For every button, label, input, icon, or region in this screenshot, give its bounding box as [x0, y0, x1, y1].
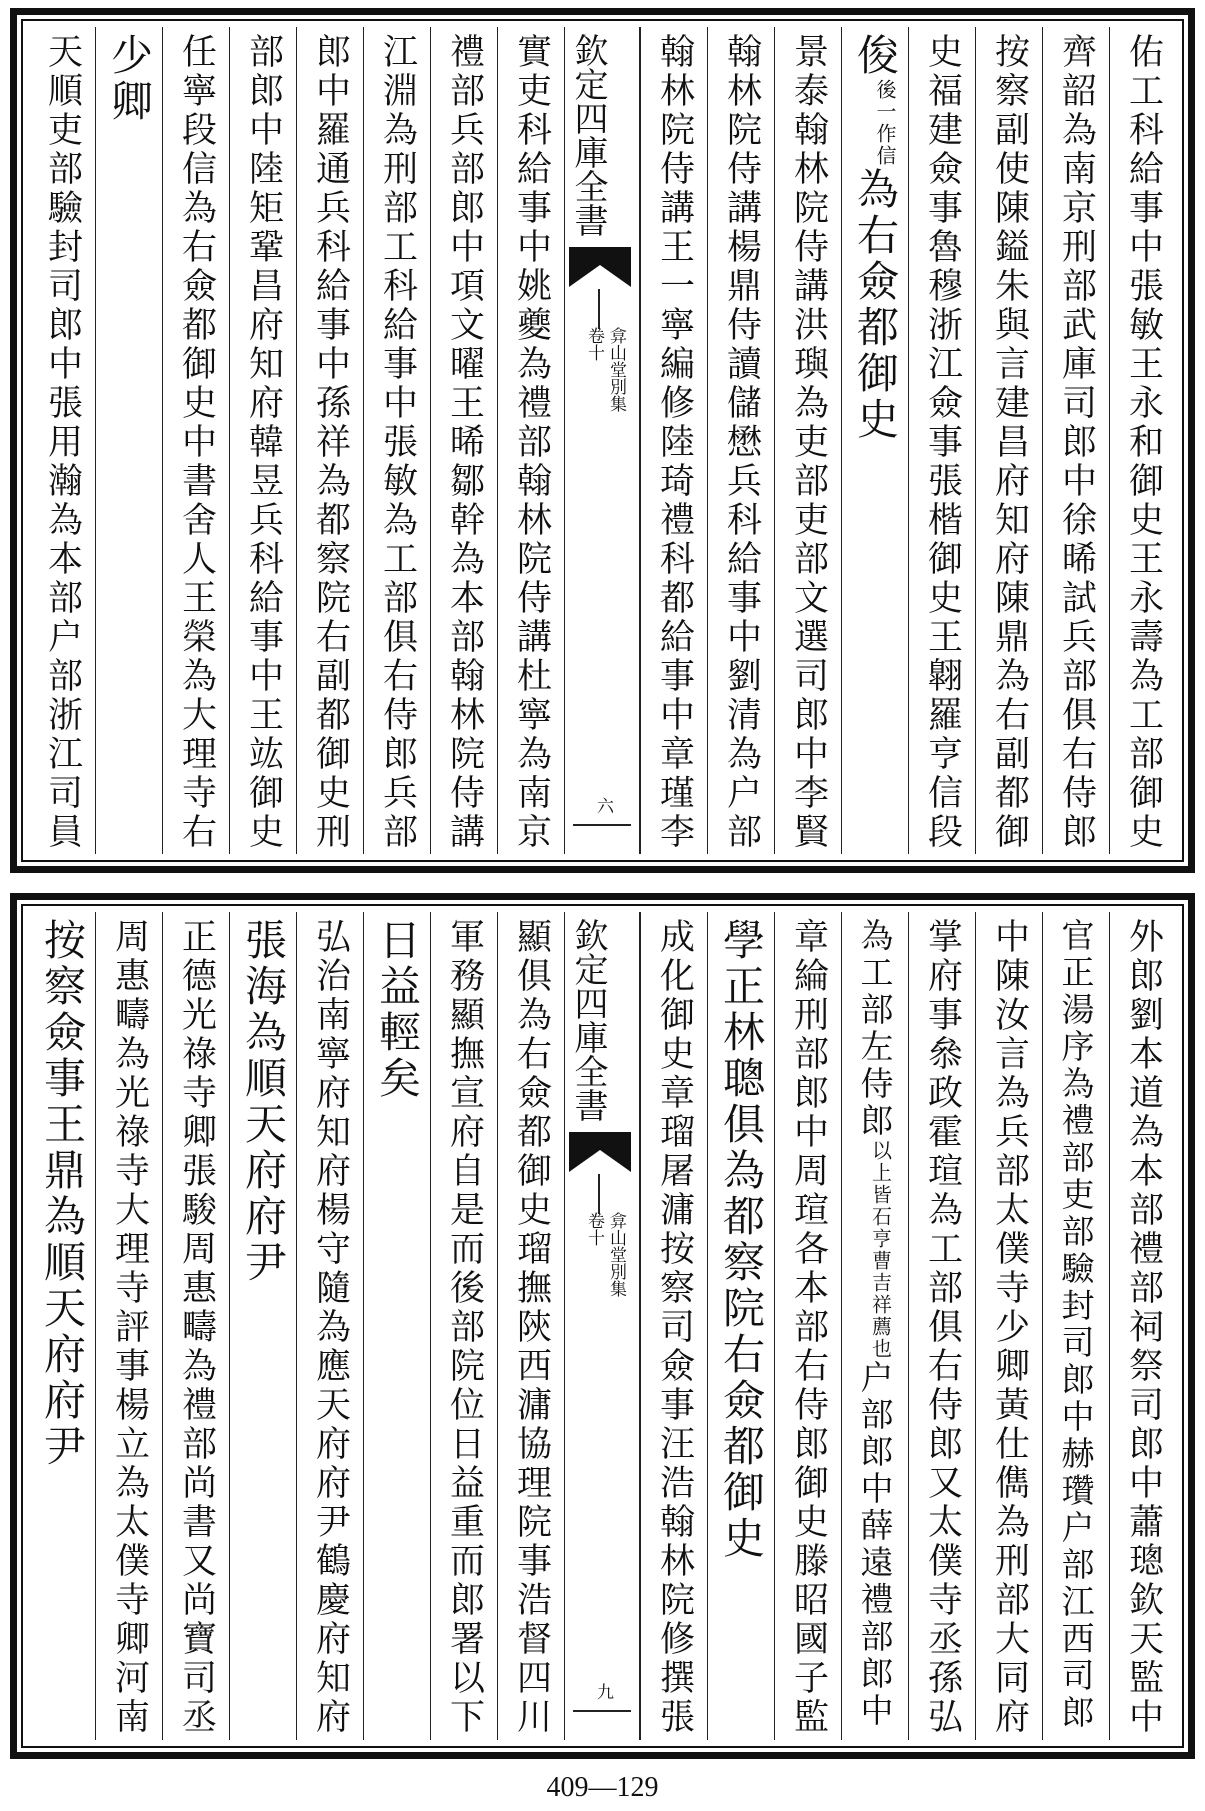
column-text: 禮部兵部郎中項文曜王晞鄒幹為本部翰林院侍講 — [444, 33, 485, 852]
bottom-page-columns — [29, 912, 1176, 1740]
column-text: 實吏科給事中姚夔為禮部翰林院侍講杜寧為南京 — [511, 33, 552, 852]
column-text: 弘治南寧府知府楊守隨為應天府府尹鶴慶府知府 — [310, 918, 351, 1737]
column-text: 少卿 — [105, 33, 154, 125]
column-text: 張海為順天府府尹 — [239, 918, 288, 1286]
column-text: 任寧段信為右僉都御史中書舍人王榮為大理寺右 — [176, 33, 217, 852]
column-text: 中陳汝言為兵部太僕寺少卿黃仕儁為刑部大同府 — [989, 918, 1030, 1737]
column-text: 軍務顯撫宣府自是而後部院位日益重而郎署以下 — [444, 918, 485, 1737]
text-column — [841, 912, 908, 1740]
column-rest-text: 為右僉都御史 — [851, 167, 900, 443]
column-text: 章綸刑部郎中周瑄各本部右侍郎御史滕昭國子監 — [788, 918, 829, 1737]
text-column — [430, 912, 497, 1740]
column-text: 翰林院侍講楊鼎侍讀儲懋兵科給事中劉清為户部 — [721, 33, 762, 852]
column-text — [851, 33, 900, 443]
text-column — [1042, 912, 1109, 1740]
column-text: 齊韶為南京刑部武庫司郎中徐晞試兵部俱右侍郎 — [1056, 33, 1097, 852]
column-text: 成化御史章瑠屠滽按察司僉事汪浩翰林院修撰張 — [654, 918, 695, 1737]
column-text: 外郎劉本道為本部禮部祠祭司郎中蕭璁欽天監中 — [1123, 918, 1164, 1737]
column-text: 部郎中陸矩鞏昌府知府韓昱兵科給事中王竑御史 — [243, 33, 284, 852]
text-column — [363, 912, 430, 1740]
text-column — [162, 912, 229, 1740]
top-page — [10, 8, 1195, 873]
interlinear-note: 曹吉祥薦也 — [868, 1250, 893, 1360]
column-main-text: 俊 — [851, 33, 900, 79]
text-column — [95, 912, 162, 1740]
column-text: 顯俱為右僉都御史瑠撫陝西滽協理院事浩督四川 — [511, 918, 552, 1737]
banxin-center-fold — [564, 912, 640, 1740]
column-text: 翰林院侍講王一寧編修陸琦禮科都給事中章瑾李 — [654, 33, 695, 852]
text-column — [497, 27, 564, 854]
column-text: 周惠疇為光祿寺大理寺評事楊立為太僕寺卿河南 — [109, 918, 150, 1737]
series-title: 弇山堂別集 — [606, 327, 626, 412]
text-column — [229, 27, 296, 854]
interlinear-note: 作信 — [873, 123, 897, 167]
column-text: 掌府事叅政霍瑄為工部俱右侍郎又太僕寺丞孫弘 — [922, 918, 963, 1737]
column-text: 按察僉事王鼎為順天府府尹 — [38, 918, 87, 1470]
text-column — [975, 27, 1042, 854]
text-column — [707, 912, 774, 1740]
column-text: 正德光祿寺卿張駿周惠疇為禮部尚書又尚寶司丞 — [176, 918, 217, 1737]
text-column — [975, 912, 1042, 1740]
column-text: 天順吏部驗封司郎中張用瀚為本部户部浙江司員 — [42, 33, 83, 852]
text-column — [841, 27, 908, 854]
text-column — [95, 27, 162, 854]
series-title: 弇山堂別集 — [606, 1212, 626, 1297]
text-column — [29, 27, 95, 854]
text-column — [162, 27, 229, 854]
juan-number: 卷十 — [584, 327, 604, 361]
column-text: 景泰翰林院侍講洪璵為吏部吏部文選司郎中李賢 — [788, 33, 829, 852]
column-text: 學正林聰俱為都察院右僉都御史 — [717, 918, 766, 1562]
column-text: 日益輕矣 — [373, 918, 422, 1102]
column-text: 官正湯序為禮部吏部驗封司郎中赫瓚户部江西司郎 — [1056, 918, 1096, 1732]
text-column — [707, 27, 774, 854]
text-column — [1109, 912, 1176, 1740]
fish-tail-mark — [569, 1132, 631, 1172]
text-column — [296, 27, 363, 854]
text-column — [29, 912, 95, 1740]
leaf-number: 六 — [593, 797, 613, 814]
text-column — [908, 912, 975, 1740]
text-column — [908, 27, 975, 854]
page-footer-number: 409—129 — [546, 1772, 659, 1803]
text-column — [640, 912, 707, 1740]
text-column — [497, 912, 564, 1740]
text-column — [229, 912, 296, 1740]
text-column — [430, 27, 497, 854]
text-column — [363, 27, 430, 854]
column-text: 史福建僉事魯穆浙江僉事張楷御史王翺羅亨信段 — [922, 33, 963, 852]
column-rest-text: 户部郎中薛遠禮部郎中 — [855, 1360, 895, 1730]
text-column — [1109, 27, 1176, 854]
text-column — [296, 912, 363, 1740]
column-text: 江淵為刑部工科給事中張敏為工部俱右侍郎兵部 — [377, 33, 418, 852]
book-title: 欽定四庫全書 — [568, 918, 608, 1122]
column-text — [855, 918, 895, 1730]
leaf-number: 九 — [593, 1683, 613, 1700]
interlinear-note: 以上皆石亨 — [868, 1140, 893, 1250]
interlinear-note: 後一 — [873, 79, 897, 123]
text-column — [640, 27, 707, 854]
column-main-text: 為工部左侍郎 — [855, 918, 895, 1140]
text-column — [774, 27, 841, 854]
top-page-columns — [29, 27, 1176, 854]
bottom-page — [10, 893, 1195, 1759]
text-column — [1042, 27, 1109, 854]
text-column — [774, 912, 841, 1740]
column-text: 按察副使陳鎰朱與言建昌府知府陳鼎為右副都御 — [989, 33, 1030, 852]
banxin-center-fold — [564, 27, 640, 854]
column-text: 郎中羅通兵科給事中孫祥為都察院右副都御史刑 — [310, 33, 351, 852]
book-title: 欽定四庫全書 — [568, 33, 608, 237]
column-text: 佑工科給事中張敏王永和御史王永壽為工部御史 — [1123, 33, 1164, 852]
juan-number: 卷十 — [584, 1212, 604, 1246]
fish-tail-mark — [569, 247, 631, 287]
